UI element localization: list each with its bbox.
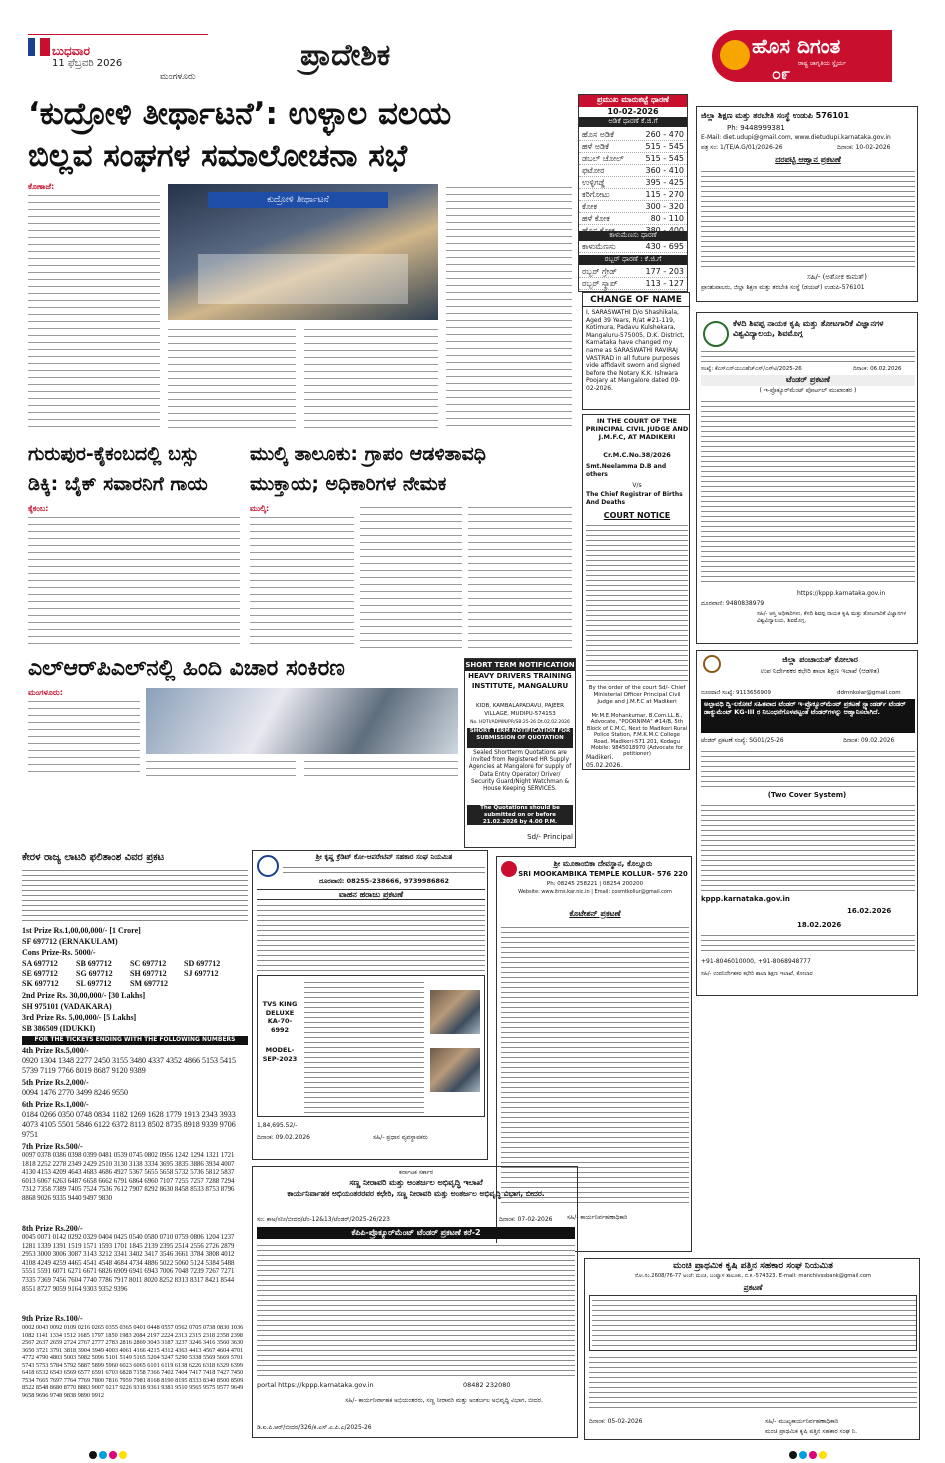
short-term-notice <box>464 658 576 848</box>
kolar-sub: ಉಪ ನಿರ್ದೇಶಕರ ಕಛೇರಿ ಶಾಲಾ ಶಿಕ್ಷಣ ಇಲಾಖೆ (ಆಡಳಿತ) <box>760 667 880 675</box>
st-deadline: The Quotations should be submitted on or before 21.02.2026 by 4.00 P.M. <box>467 805 573 825</box>
masthead <box>0 0 945 83</box>
kolar-phone2: +91-8046010000, +91-8068948777 <box>701 958 811 965</box>
bank-table <box>257 975 485 1117</box>
masthead-date: 11 ಫೆಬ್ರವರಿ 2026 <box>52 58 123 69</box>
kolar-highlight: (Two Cover System) <box>767 791 847 799</box>
bank-model: MODEL- SEP-2023 <box>262 1046 298 1063</box>
lottery-cons-number: SC 697712 <box>130 959 167 968</box>
market-rates <box>578 94 688 292</box>
bank-sign: ಸಹಿ/- ಪ್ರಧಾನ ವ್ಯವಸ್ಥಾಪಕರು <box>373 1134 428 1141</box>
lottery-p7: 7th Prize Rs.500/- <box>22 1142 83 1151</box>
pepper-title: ಕಾಳುಮೆಣಸು ಧಾರಣೆ <box>579 231 687 241</box>
st-body: Sealed Shortterm Quotations are invited from Registered HR Supply Agencies at Mangalore for supply of Data Entry Operator/ Driver/ Security Guard/Night Watchman & House Keeping SERVICES. <box>468 750 572 793</box>
lottery-p9-nos: 0002 0043 0092 0109 0216 0265 0355 0365 0401 0448 0557 0562 0705 0738 0830 1036 1082 1141 1334 1512 1685 1797 1850 1983 2084 2197 2224 2313 2315 2318 2358 2398 2567 2637 2659 2724 2767 2777 2783 2816 2869 3043 3187 3237 3246 3416 3560 3630 3650 3721 3791 3818 3904 3949 4003 4061 4166 4215 4312 4363 4413 4567 4604 4701 4772 4790 4803 5003 5082 5096 5101 5149 5165 5204 5247 5290 5338 5569 5669 5701 5743 5753 5784 5792 5887 5899 5960 6023 6065 6101 6119 6138 6226 6318 6329 6399 6418 6532 6543 6569 6577 6591 6703 6828 7158 7366 7402 7404 7417 7418 7427 7450 7534 7665 7697 7764 7769 7800 7816 7959 7981 8168 8190 8195 8333 8340 8500 8509 8522 8548 8680 8770 8883 9007 9217 9226 9318 9361 9381 9510 9565 9575 9577 9649 9658 9696 9748 9838 9890 9912 <box>22 1324 244 1399</box>
rubber-title: ರಬ್ಬರ್ ಧಾರಣೆ : ಕೆ.ಜಿ.ಗೆ <box>579 255 687 265</box>
lottery-p9: 9th Prize Rs.100/- <box>22 1314 83 1323</box>
kolar-tender-date: ದಿನಾಂಕ: 09.02.2026 <box>843 738 895 744</box>
market-subtitle: ಅಡಿಕೆ ಧಾರಣೆ ಕೆ.ಜಿ.ಗೆ <box>579 117 687 127</box>
lead-body-col1 <box>28 192 160 432</box>
udupi-sign: ಸಹಿ/- (ಅಶೋಕ ಕಾಮತ್) <box>807 273 867 281</box>
court-vs: V/s <box>632 482 642 489</box>
lead-dateline: ಕೊಣಾಜೆ: <box>28 182 55 191</box>
court-heading: COURT NOTICE <box>603 511 671 520</box>
irr-phone: 08482 232080 <box>463 1381 511 1389</box>
market-row: ಹಳೆ ಅಡಿಕೆ 515 - 545 <box>579 141 687 153</box>
kolar-d2: 18.02.2026 <box>797 921 842 929</box>
lottery-second: 2nd Prize Rs. 30,00,000/- [30 Lakhs] <box>22 991 146 1000</box>
bus-dateline: ಕೈಕಂಬ: <box>28 504 49 513</box>
univ-title: ಕೆಳದಿ ಶಿವಪ್ಪ ನಾಯಕ ಕೃಷಿ ಮತ್ತು ತೋಟಗಾರಿಕೆ ವಿಜ್ಞಾನಗಳ ವಿಶ್ವವಿದ್ಯಾಲಯ, ಶಿವಮೊಗ್ಗ <box>733 319 884 338</box>
court-order: By the order of the court Sd/- Chief Ministerial Officer Principal Civil Judge and J.M.F.C at Madikeri <box>588 685 686 705</box>
lottery-cons-number: SM 697712 <box>130 979 168 988</box>
bank-notice <box>252 850 488 1160</box>
market-rows <box>579 129 687 229</box>
lead-body-col2a <box>168 326 296 432</box>
court-date: 05.02.2026. <box>586 762 623 769</box>
lkg-story <box>28 654 458 778</box>
lottery-cons-number: SD 697712 <box>184 959 221 968</box>
bank-vehicle: TVS KING DELUXE KA-70-6992 <box>262 1000 298 1034</box>
kolar-tender-no: ಟೆಂಡರ್ ಪ್ರಕಟಣೆ ಸಂಖ್ಯೆ: SG01/25-26 <box>701 738 784 744</box>
kolar-bar: ಅಲ್ಪಾವಧಿ ದ್ವಿ-ಲಕೋಟೆ ಸಹಿತವಾದ ಟೆಂಡರ್ ಇ-ಪ್ರೊಕ್ಯೂರ್‌ಮೆಂಟ್ ಪ್ರಕಟಣೆ ಸ್ಟ್ಯಾಂಡರ್ಡ್ ಟೆಂಡರ್ ಡಾಕ್ಯುಮೆಂಟ್ KG-III ರ ನಿಬಂಧನೆಗೊಳಪಟ್ಟಂತೆ ಟೆಂಡರ್‌ಗಳನ್ನು ಆಹ್ವಾನಿಸಲಾಗಿದೆ. <box>701 699 915 733</box>
lottery-p6-nos: 0184 0266 0350 0748 0834 1182 1269 1628 1779 1913 2343 3933 4073 4105 5501 5846 6122 6372 8113 8502 8735 8918 9339 9706 9751 <box>22 1110 236 1139</box>
bus-headline-1: ಗುರುಪುರ-ಕೈಕಂಬದಲ್ಲಿ ಬಸ್ಸು <box>28 443 200 465</box>
irr-date: ದಿನಾಂಕ: 07-02-2026 <box>499 1216 553 1223</box>
univ-phone: ದೂರವಾಣಿ: 9480838979 <box>701 600 765 607</box>
lottery-cons-number: SA 697712 <box>22 959 58 968</box>
lkg-body-col1 <box>28 698 140 778</box>
kollur-sign: ಸಹಿ/- ಕಾರ್ಯನಿರ್ವಹಣಾಧಿಕಾರಿ <box>567 1214 628 1221</box>
lkg-body-col3 <box>304 758 458 778</box>
court-advocate: Mr.M.E.Mohankumar, B.Com.LL.B., Advocate, "POORNIMA" #14/B, 5th Block of C.M.C, Next to Madikeri Rural Police Station, F.M.K.M.C College Road, Madikeri-571 201, Kodagu Mobile: 9845018970 (Advocate for petitioner) <box>586 713 688 758</box>
irr-sign: ಸಹಿ/- ಕಾರ್ಯನಿರ್ವಾಹಕ ಅಭಿಯಂತರರು, ಸಣ್ಣ ನೀರಾವರಿ ಮತ್ತು ಅಂತರ್ಜಲ ಅಭಿವೃದ್ಧಿ ವಿಭಾಗ, ಬೀದರ. <box>345 1397 543 1404</box>
lottery-p6: 6th Prize Rs.1,000/- <box>22 1100 89 1109</box>
kolar-phone: ದೂರವಾಣಿ ಸಂಖ್ಯೆ: 9113656909 <box>701 690 772 696</box>
kollur-title: ಶ್ರೀ ಮೂಕಾಂಬಿಕಾ ದೇವಸ್ಥಾನ, ಕೊಲ್ಲೂರು <box>553 859 653 868</box>
lottery-following: FOR THE TICKETS ENDING WITH THE FOLLOWING NUMBERS <box>22 1036 248 1045</box>
lead-body-col2b <box>304 326 438 432</box>
irr-portal: portal https://kppp.karnataka.gov.in <box>257 1381 374 1389</box>
univ-website: https://kppp.karnataka.gov.in <box>797 590 886 597</box>
rubber-row: ರಬ್ಬರ್ ಗ್ರೇಡ್ 177 - 203 <box>579 266 687 278</box>
lottery-cons-numbers <box>22 959 248 991</box>
manchi-notice <box>584 1258 920 1440</box>
kolar-body-1 <box>701 749 915 789</box>
court-place: Madikeri. <box>586 754 614 761</box>
lottery-first: 1st Prize Rs.1,00,00,000/- [1 Crore] <box>22 926 141 935</box>
lkg-dateline: ಮಂಗಳೂರು: <box>28 688 63 697</box>
bus-body <box>28 514 240 650</box>
lkg-body-col2 <box>146 758 296 778</box>
mulki-story <box>250 440 572 652</box>
bus-story <box>28 440 240 652</box>
univ-ref: ಸಂಖ್ಯೆ: ಕೆಎಸ್‌ಎನ್‌ಯುಎಹೆಚ್‌ಎಸ್/ಎಸ್‌ಟಿ/2025-26 <box>701 366 802 372</box>
bank-heading: ವಾಹನ ಹರಾಜು ಪ್ರಕಟಣೆ <box>257 889 485 900</box>
lottery-p7-nos: 0097 0378 0386 0398 0399 0481 0539 0745 0802 0956 1242 1294 1321 1721 1818 2252 2278 2349 2429 2510 3130 3138 3334 3695 3835 3886 3934 4007 4130 4153 4209 4643 4683 4686 4927 5367 5655 5658 5732 5736 5812 5837 6013 6067 6263 6487 6658 6662 6791 6864 6960 7107 7255 7257 7288 7294 7312 7358 7389 7405 7524 7536 7612 7907 8292 8630 8458 8533 8753 8796 8868 9026 9335 9440 9497 9830 <box>22 1152 235 1202</box>
manchi-sign2: ಮಂಚಿ ಪ್ರಾಥಮಿಕ ಕೃಷಿ ಪತ್ತಿನ ಸಹಕಾರ ಸಂಘ ನಿ. <box>765 1428 858 1435</box>
mulki-body-col2 <box>360 504 462 650</box>
st-subtitle: SHORT TERM NOTIFICATION FOR SUBMISSION OF QUOTATION <box>467 728 573 748</box>
lottery-cons-number: SK 697712 <box>22 979 59 988</box>
change-name-title: CHANGE OF NAME <box>583 295 689 307</box>
udupi-title: ಜಿಲ್ಲಾ ಶಿಕ್ಷಣ ಮತ್ತು ತರಬೇತಿ ಸಂಸ್ಥೆ ಉಡುಪಿ 576101 <box>701 111 850 120</box>
univ-heading: ಟೆಂಡರ್ ಪ್ರಕಟಣೆ <box>701 375 915 386</box>
masthead-city: ಮಂಗಳೂರು <box>160 72 196 82</box>
kolar-emblem-icon <box>703 655 721 673</box>
irr-footer: ಡಿ.ಐ.ಪಿ.ಆರ್/ಬೀದರ/326/ಕ.ಎಸ್.ಎ.ಪಿ.ಎ/2025-26 <box>257 1424 372 1431</box>
masthead-day: ಬುಧವಾರ <box>52 44 90 58</box>
irr-body <box>257 1243 575 1379</box>
bank-amount: 1,84,695.52/- <box>257 1122 298 1129</box>
irr-ref: ಸಂ: ಕಾಅ/ಸನೀ/ಬೀದರ/ಟೆಂ-12&13/ಟೆಂಡರ್/2025-26/223 <box>257 1216 390 1223</box>
registration-marks-right <box>788 1444 848 1456</box>
udupi-sign2: ಪ್ರಾಂಶುಪಾಲರು, ಜಿಲ್ಲಾ ಶಿಕ್ಷಣ ಮತ್ತು ತರಬೇತಿ ಸಂಸ್ಥೆ (ಡಯಟ್) ಉಡುಪಿ-576101 <box>701 284 865 291</box>
lottery-cons-number: SB 697712 <box>76 959 112 968</box>
court-respondent: The Chief Registrar of Births And Deaths <box>586 491 683 506</box>
manchi-heading: ಪ್ರಕಟಣೆ <box>743 1283 763 1292</box>
bank-date: ದಿನಾಂಕ: 09.02.2026 <box>257 1134 310 1141</box>
mulki-body-col1 <box>250 514 354 650</box>
bank-photo-2 <box>430 1048 480 1092</box>
market-row: ಹಳೆ ಕೋಕ 80 - 110 <box>579 213 687 225</box>
univ-date: ದಿನಾಂಕ: 06.02.2026 <box>853 366 902 372</box>
irr-header: ಕರ್ನಾಟಕ ಸರ್ಕಾರ <box>398 1169 434 1176</box>
udupi-ref: ಪತ್ರ ಸಂ: 1/TE/A.G/01/2026-26 <box>701 144 783 151</box>
kollur-web: Website: www.itms.kar.nic.in | Email: cosmtkollur@gmail.com <box>518 889 672 895</box>
lottery-p4-nos: 0920 1304 1348 2277 2450 3155 3480 4337 4352 4866 5153 5415 5739 7119 7766 8019 8687 9120 9389 <box>22 1056 236 1075</box>
lead-headline-1: ‘ಕುದ್ರೋಳಿ ತೀರ್ಥಾಟನೆ’: ಉಳ್ಳಾಲ ವಲಯ <box>28 96 452 132</box>
page-number: ೦೯ <box>772 64 790 83</box>
market-row: ಉಳ್ಳಿಗಡ್ಡೆ 395 - 425 <box>579 177 687 189</box>
lottery-p8-nos: 0045 0071 0142 0292 0329 0404 0425 0540 0580 0710 0759 0806 1204 1237 1281 1339 1391 1519 1571 1593 1701 1845 2139 2395 2514 2556 2726 2879 2953 3000 3006 3087 3143 3212 3341 3402 3417 3546 3661 3784 3808 4012 4108 4249 4259 4465 4541 4548 4684 4734 4886 5022 5060 5124 5384 5488 5551 5591 6071 6271 6671 6826 6909 6941 6943 7006 7048 7239 7267 7271 7335 7369 7456 7604 7740 7786 7917 8011 8020 8252 8313 8317 8421 8544 8551 8727 9059 9164 9303 9352 9396 <box>22 1234 235 1293</box>
court-body <box>586 523 688 683</box>
manchi-body <box>589 1355 917 1411</box>
lead-headline-2: ಬಿಲ್ಲವ ಸಂಘಗಳ ಸಮಾಲೋಚನಾ ಸಭೆ <box>28 138 408 174</box>
mulki-headline-1: ಮುಲ್ಕಿ ತಾಲೂಕು: ಗ್ರಾಪಂ ಆಡಳಿತಾವಧಿ <box>250 443 486 465</box>
kolar-body-2 <box>701 803 915 893</box>
univ-sign: ಸಹಿ/- ಆಸ್ತಿ ಅಧಿಕಾರಿಗಳು, ಕೆಳದಿ ಶಿವಪ್ಪ ನಾಯಕ ಕೃಷಿ ಮತ್ತು ತೋಟಗಾರಿಕೆ ವಿಜ್ಞಾನಗಳ ವಿಶ್ವವಿದ್ಯಾಲಯ, ಶಿವಮೊಗ್ಗ. <box>757 611 907 624</box>
kolar-sign: ಸಹಿ/- ಉಪನಿರ್ದೇಶಕರ ಕಛೇರಿ ಶಾಲಾ ಶಿಕ್ಷಣ ಇಲಾಖೆ, ಕೋಲಾರ <box>701 971 813 977</box>
manchi-sub: ನೋ.ನಂ.2608/76-77 ಅಂಚೆ: ಮಂಚಿ, ಬಂಟ್ವಾಳ ತಾಲೂಕು, ದ.ಕ.-574323. E-mail: manchivssbank@gmail.com <box>634 1273 872 1279</box>
lottery-p5-nos: 0094 1476 2770 3499 8246 9550 <box>22 1088 128 1097</box>
udupi-phone: Ph: 9448999381 <box>727 124 785 132</box>
lottery-cons-number: SL 697712 <box>76 979 112 988</box>
market-row: ಡಬಲ್ ಚೋಲ್ 515 - 545 <box>579 153 687 165</box>
irrigation-tender <box>252 1166 578 1438</box>
paper-name: ಹೊಸ ದಿಗಂತ <box>752 34 841 58</box>
om-icon <box>501 861 517 877</box>
udupi-email: E-Mail: diet.udupi@gmail.com, www.dietudupi.karnataka.gov.in <box>701 134 891 141</box>
univ-emblem-icon <box>703 321 729 347</box>
lottery-first-no: SF 697712 (ERNAKULAM) <box>22 937 118 946</box>
lottery-second-no: SH 975101 (VADAKARA) <box>22 1002 112 1011</box>
kolar-tender <box>696 650 918 996</box>
lead-body-col3 <box>446 184 572 432</box>
bank-phone: ದೂರವಾಣಿ: 08255-238666, 9739986862 <box>318 877 450 885</box>
lottery-cons-number: SE 697712 <box>22 969 58 978</box>
mulki-dateline: ಮುಲ್ಕಿ: <box>250 504 270 513</box>
lead-photo <box>168 184 438 320</box>
market-title: ಪ್ರಮುಖ ಮಾರುಕಟ್ಟೆ ಧಾರಣೆ <box>579 95 687 107</box>
kollur-phone: Ph: 08245 258221 | 08254 200200 <box>546 881 644 887</box>
udupi-notice <box>696 106 918 302</box>
kollur-heading: ಕೊಟೇಶನ್ ಪ್ರಕಟಣೆ <box>569 909 621 918</box>
kollur-body <box>501 925 689 1205</box>
udupi-date: ದಿನಾಂಕ: 10-02-2026 <box>837 144 891 151</box>
st-addr: KIDB, KAMBALAPADAVU, PAJEER VILLAGE, MUDIPU-574153 <box>476 703 564 717</box>
lottery-p5: 5th Prize Rs.2,000/- <box>22 1078 89 1087</box>
registration-marks-left <box>88 1444 148 1456</box>
market-row: ಕರಿಗೋಟು 115 - 270 <box>579 189 687 201</box>
rubber-row: ರಬ್ಬರ್ ಸ್ಕ್ರಾಪ್ 113 - 127 <box>579 278 687 290</box>
bank-emblem-icon <box>257 855 279 877</box>
lottery-third-no: SB 386509 (IDUKKI) <box>22 1024 96 1033</box>
change-of-name <box>582 292 690 410</box>
irr-dept: ಸಣ್ಣ ನೀರಾವರಿ ಮತ್ತು ಅಂತರ್ಜಲ ಅಭಿವೃದ್ಧಿ ಇಲಾಖೆ <box>349 1178 483 1187</box>
lkg-photo <box>146 688 458 754</box>
univ-subheading: ( ಇ-ಪ್ರೊಕ್ಯೂರ್‌ಮೆಂಟ್ ಪೋರ್ಟಲ್ ಮುಖಾಂತರ ) <box>759 387 857 394</box>
lead-story <box>28 92 572 432</box>
lottery-cons-number: SG 697712 <box>76 969 113 978</box>
lottery-cons-number: SJ 697712 <box>184 969 219 978</box>
irr-office: ಕಾರ್ಯನಿರ್ವಾಹಕ ಅಭಿಯಂತರರವರ ಕಛೇರಿ, ಸಣ್ಣ ನೀರಾವರಿ ಮತ್ತು ಅಂತರ್ಜಲ ಅಭಿವೃದ್ಧಿ ವಿಭಾಗ, ಬೀದರ. <box>287 1189 545 1198</box>
market-row: ಫಟೋರ 360 - 410 <box>579 165 687 177</box>
court-case: Cr.M.C.No.38/2026 <box>603 451 671 459</box>
lottery-title: ಕೇರಳ ರಾಜ್ಯ ಲಾಟರಿ ಫಲಿತಾಂಶ ವಿವರ ಪ್ರಕಟ <box>22 852 165 863</box>
lottery-p4: 4th Prize Rs.5,000/- <box>22 1046 89 1055</box>
lottery-third: 3rd Prize Rs. 5,00,000/- [5 Lakhs] <box>22 1013 137 1022</box>
mulki-headline-2: ಮುಕ್ತಾಯ; ಅಧಿಕಾರಿಗಳ ನೇಮಕ <box>250 473 447 495</box>
pepper-row: ಕಾಳುಮೆಣಸು 430 - 695 <box>579 241 687 253</box>
manchi-title: ಮಂಚಿ ಪ್ರಾಥಮಿಕ ಕೃಷಿ ಪತ್ತಿನ ಸಹಕಾರ ಸಂಘ ನಿಯಮಿತ <box>673 1261 833 1271</box>
st-sign: Sd/- Principal <box>527 833 573 841</box>
bank-body <box>257 903 485 973</box>
st-ref: No. HDTI/ADMIN/PR/SB:25-26 Dt.02.02.2026 <box>470 720 570 725</box>
kolar-website: kppp.karnataka.gov.in <box>701 895 790 903</box>
udupi-body <box>701 169 915 269</box>
lottery-results <box>22 852 248 1440</box>
st-title: SHORT TERM NOTIFICATION <box>465 661 575 669</box>
bank-photo-1 <box>430 990 480 1034</box>
market-row: ಕೋಕ 300 - 320 <box>579 201 687 213</box>
mulki-body-col3 <box>468 504 572 650</box>
lottery-cons-number: SH 697712 <box>130 969 167 978</box>
court-notice <box>582 414 690 770</box>
manchi-sign: ಸಹಿ/- ಮುಖ್ಯಕಾರ್ಯನಿರ್ವಹಣಾಧಿಕಾರಿ <box>765 1418 839 1425</box>
lottery-p8: 8th Prize Rs.200/- <box>22 1224 83 1233</box>
udupi-heading: ದರಪಟ್ಟಿ ಆಹ್ವಾನ ಪ್ರಕಟಣೆ <box>775 155 841 164</box>
paper-logo <box>712 30 892 82</box>
univ-tender <box>696 312 918 644</box>
court-petitioner: Smt.Neelamma D.B and others <box>586 463 667 478</box>
court-header: IN THE COURT OF THE PRINCIPAL CIVIL JUDGE AND J.M.F.C, AT MADIKERI <box>585 417 689 441</box>
change-name-body: I, SARASWATHI D/o Shashikala, Aged 39 Years, R/at #21-119, Kotimura, Padavu Kulshekara, Mangaluru-575005, D.K. District, Karnataka have changed my name as SARASWATHI RAVIRAJ VASTRAD in all future purposes vide affidavit sworn and signed before the Notary K.K. Ishwara Poojary at Mangalore dated 09-02-2026. <box>586 309 685 392</box>
bank-title: ಶ್ರೀ ಕೃಷ್ಣ ಕ್ರೆಡಿಟ್ ಕೋ-ಆಪರೇಟಿವ್ ಸಹಕಾರ ಸಂಘ ನಿಯಮಿತ <box>315 853 453 861</box>
lead-photo-banner: ಕುದ್ರೋಳಿ ತೀರ್ಥಾಟನೆ <box>208 192 388 208</box>
sun-icon <box>720 40 750 70</box>
univ-body <box>701 399 915 585</box>
lottery-cons: Cons Prize-Rs. 5000/- <box>22 948 96 957</box>
irr-heading: ಕೆಪಿಪಿ-ಪ್ರೊಕ್ಯೂರ್‌ಮೆಂಟ್ ಟೆಂಡರ್ ಪ್ರಕಟಣೆ ಕರೆ-2 <box>257 1227 575 1239</box>
manchi-date: ದಿನಾಂಕ: 05-02-2026 <box>589 1418 643 1425</box>
kolar-d1: 16.02.2026 <box>847 907 892 915</box>
manchi-table <box>589 1295 917 1351</box>
st-org: HEAVY DRIVERS TRAINING INSTITUTE, MANGALURU <box>468 672 572 690</box>
lkg-headline: ಎಲ್‌ಆರ್‌ಪಿಎಲ್‌ನಲ್ಲಿ ಹಿಂದಿ ವಿಚಾರ ಸಂಕಿರಣ <box>28 656 345 681</box>
kolar-title: ಜಿಲ್ಲಾ ಪಂಚಾಯತ್ ಕೋಲಾರ <box>782 655 858 664</box>
bus-headline-2: ಡಿಕ್ಕಿ: ಬೈಕ್ ಸವಾರನಿಗೆ ಗಾಯ <box>28 473 208 495</box>
kollur-title-en: SRI MOOKAMBIKA TEMPLE KOLLUR- 576 220 <box>518 870 688 878</box>
market-date: 10-02-2026 <box>607 107 659 116</box>
paper-tagline: ರಾಷ್ಟ್ರ ಜಾಗೃತಿಯ ಸ್ಥೈರ್ಯ <box>798 60 847 67</box>
kolar-email: ddmnkolar@gmail.com <box>837 690 901 696</box>
market-row: ಹೊಸ ಅಡಿಕೆ 260 - 470 <box>579 129 687 141</box>
section-title: ಪ್ರಾದೇಶಿಕ <box>300 38 391 73</box>
